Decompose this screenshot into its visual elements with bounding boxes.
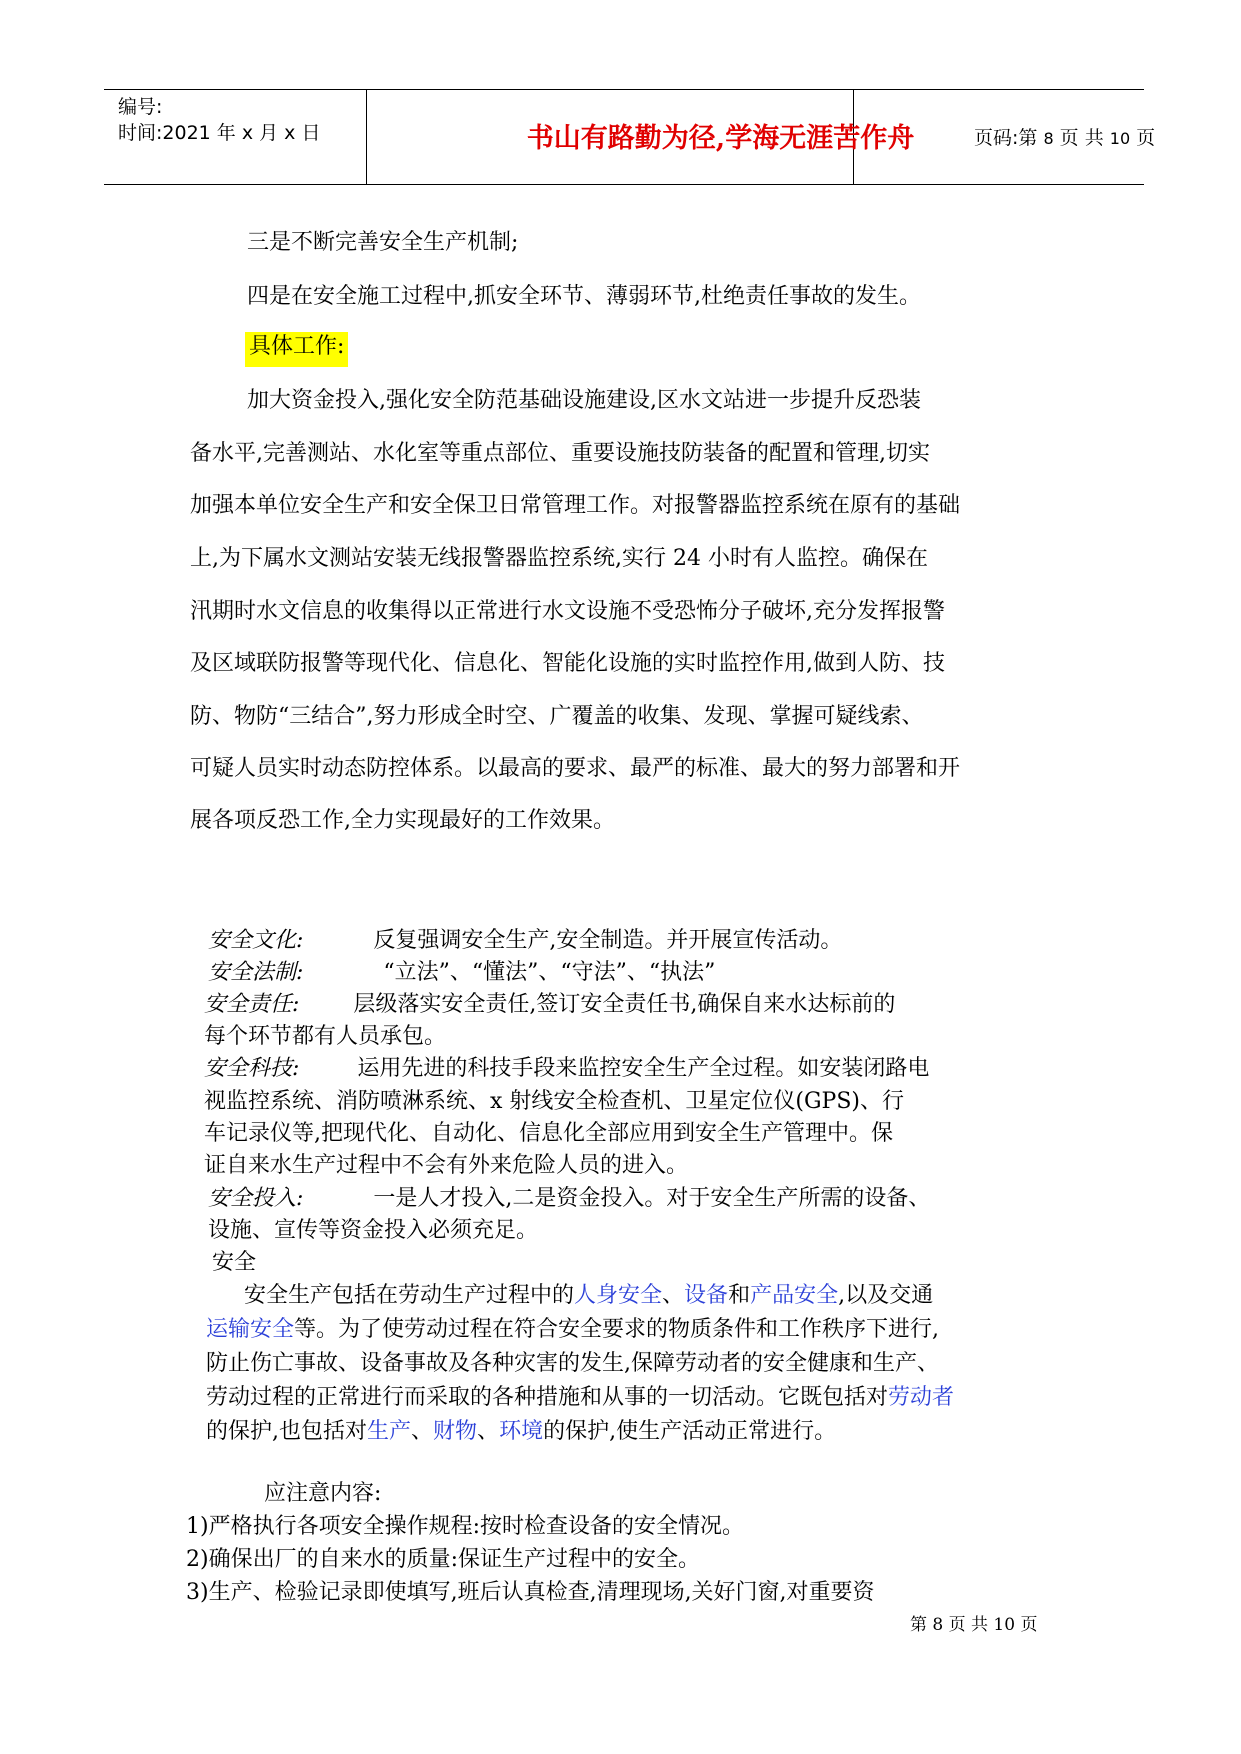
page-footer: 第 8 页 共 10 页 [910,1615,1038,1635]
safety-tech-text: 运用先进的科技手段来监控安全生产全过程。如安装闭路电 [357,1056,930,1081]
safety-responsibility-label: 安全责任: [204,992,300,1017]
safety-law-text: “立法”、“懂法”、“守法”、“执法” [383,960,716,985]
definition-text: 、 [477,1419,500,1444]
safety-tech-text-3: 车记录仪等,把现代化、自动化、信息化全部应用到安全生产管理中。保 [204,1121,893,1146]
page-number: 8 [1043,129,1054,148]
safety-culture-text: 反复强调安全生产,安全制造。并开展宣传活动。 [373,928,843,953]
definition-line-2 [206,1315,939,1345]
definition-text: 劳动过程的正常进行而采取的各种措施和从事的一切活动。它既包括对 [206,1385,889,1410]
safety-responsibility-text-2: 每个环节都有人员承包。 [204,1024,447,1049]
header-meta [118,94,320,146]
definition-line-1 [244,1281,933,1311]
paragraph-line: 上,为下属水文测站安装无线报警器监控系统,实行 24 小时有人监控。确保在 [190,546,928,571]
page-suffix: 页 [1130,127,1156,149]
safety-investment-row [208,1184,930,1214]
body-line-2: 四是在安全施工过程中,抓安全环节、薄弱环节,杜绝责任事故的发生。 [247,284,921,309]
definition-text: 的保护,使生产活动正常进行。 [543,1419,837,1444]
safety-tech-text-2: 视监控系统、消防喷淋系统、x 射线安全检查机、卫星定位仪(GPS)、行 [204,1089,905,1114]
paragraph-line: 备水平,完善测站、水化室等重点部位、重要设施技防装备的配置和管理,切实 [190,441,930,466]
definition-text: 的保护,也包括对 [206,1419,367,1444]
safety-heading: 安全 [212,1250,257,1275]
paragraph-line: 加强本单位安全生产和安全保卫日常管理工作。对报警器监控系统在原有的基础 [190,493,961,518]
link-production[interactable]: 生产 [367,1419,412,1444]
header-page-info [974,123,1155,150]
definition-text: 、 [662,1283,685,1308]
notes-item: 3)生产、检验记录即使填写,班后认真检查,清理现场,关好门窗,对重要资 [186,1580,875,1605]
link-product-safety[interactable]: 产品安全 [750,1283,839,1308]
definition-text: ,以及交通 [838,1283,934,1308]
link-transport-safety[interactable]: 运输安全 [206,1317,295,1342]
safety-investment-label: 安全投入: [208,1186,304,1211]
notes-title: 应注意内容: [264,1481,382,1506]
safety-responsibility-row [204,990,895,1020]
page-total: 10 [1109,129,1131,148]
body-line-1: 三是不断完善安全生产机制; [247,230,519,255]
definition-text: 等。为了使劳动过程在符合安全要求的物质条件和工作秩序下进行, [294,1317,940,1342]
link-laborer[interactable]: 劳动者 [888,1385,955,1410]
link-property[interactable]: 财物 [433,1419,478,1444]
definition-text: 安全生产包括在劳动生产过程中的 [244,1283,575,1308]
header-divider-left [366,90,367,184]
definition-line-3: 防止伤亡事故、设备事故及各种灾害的发生,保障劳动者的安全健康和生产、 [206,1351,939,1376]
paragraph-line: 展各项反恐工作,全力实现最好的工作效果。 [190,808,615,833]
definition-text: 、 [411,1419,434,1444]
link-personal-safety[interactable]: 人身安全 [574,1283,663,1308]
paragraph-line: 可疑人员实时动态防控体系。以最高的要求、最严的标准、最大的努力部署和开 [190,756,961,781]
definition-text: 和 [728,1283,751,1308]
paragraph-line: 汛期时水文信息的收集得以正常进行水文设施不受恐怖分子破坏,充分发挥报警 [190,599,945,624]
safety-investment-text: 一是人才投入,二是资金投入。对于安全生产所需的设备、 [373,1186,931,1211]
page-header [104,89,1156,185]
safety-investment-text-2: 设施、宣传等资金投入必须充足。 [208,1218,539,1243]
safety-culture-label: 安全文化: [208,928,304,953]
safety-culture-row [208,926,842,956]
notes-item: 1)严格执行各项安全操作规程:按时检查设备的安全情况。 [186,1514,744,1539]
safety-law-row [208,958,715,988]
document-number-label: 编号: [118,96,163,118]
safety-tech-label: 安全科技: [204,1056,300,1081]
safety-law-label: 安全法制: [208,960,304,985]
safety-tech-row [204,1054,929,1084]
document-time-label: 时间:2021 年 x 月 x 日 [118,122,321,144]
page-prefix: 页码:第 [974,127,1044,149]
header-motto: 书山有路勤为径,学海无涯苦作舟 [526,123,915,154]
safety-tech-text-4: 证自来水生产过程中不会有外来危险人员的进入。 [204,1153,689,1178]
link-equipment[interactable]: 设备 [684,1283,729,1308]
paragraph-line: 加大资金投入,强化安全防范基础设施建设,区水文站进一步提升反恐装 [247,388,921,413]
link-environment[interactable]: 环境 [499,1419,544,1444]
paragraph-line: 及区域联防报警等现代化、信息化、智能化设施的实时监控作用,做到人防、技 [190,651,945,676]
notes-item: 2)确保出厂的自来水的质量:保证生产过程中的安全。 [186,1547,700,1572]
definition-line-4 [206,1383,954,1413]
page-mid: 页 共 [1053,127,1110,149]
highlighted-text: 具体工作: [245,332,348,367]
paragraph-line: 防、物防“三结合”,努力形成全时空、广覆盖的收集、发现、掌握可疑线索、 [190,704,924,729]
specific-work-heading [245,332,348,362]
safety-responsibility-text: 层级落实安全责任,签订安全责任书,确保自来水达标前的 [353,992,896,1017]
definition-line-5 [206,1417,836,1447]
